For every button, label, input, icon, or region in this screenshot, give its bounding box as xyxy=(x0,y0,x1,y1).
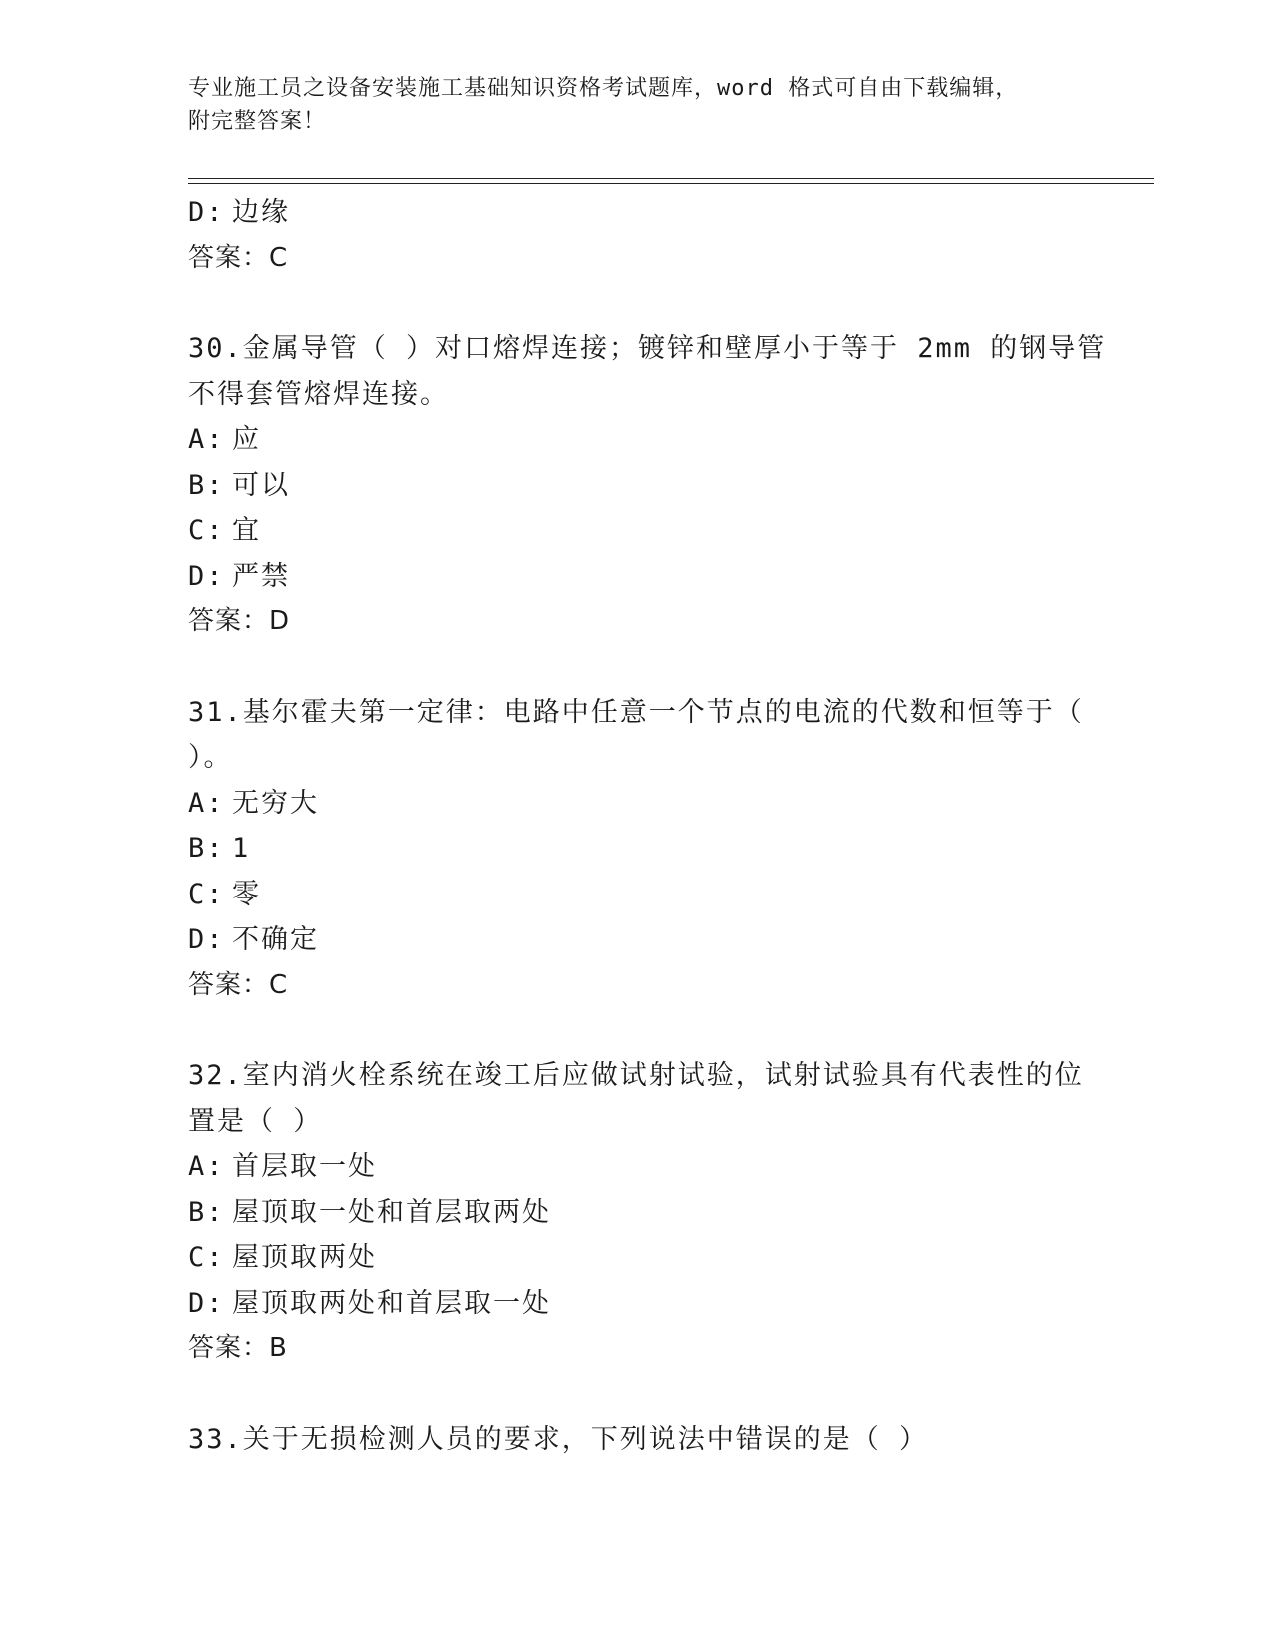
question-text: 不得套管熔焊连接。 xyxy=(188,378,449,410)
option-b xyxy=(188,1190,1088,1236)
option-letter: B: xyxy=(188,469,225,501)
option-text: 屋顶取两处 xyxy=(232,1242,377,1273)
question-text: ）。 xyxy=(188,742,233,773)
option-letter: B: xyxy=(188,1196,225,1228)
option-text: 不确定 xyxy=(232,924,319,955)
option-letter: D: xyxy=(188,924,225,955)
option-letter: C: xyxy=(188,515,225,546)
option-a xyxy=(188,1144,1088,1190)
option-d xyxy=(188,554,1088,600)
question-text: 33.关于无损检测人员的要求，下列说法中错误的是（ ） xyxy=(188,1423,929,1455)
header-line-2: 附完整答案！ xyxy=(188,109,327,134)
question-text: 32.室内消火栓系统在竣工后应做试射试验，试射试验具有代表性的位 xyxy=(188,1060,1084,1091)
option-letter: B: xyxy=(188,833,225,864)
option-d xyxy=(188,917,1088,963)
option-d xyxy=(188,190,1088,236)
option-letter: A: xyxy=(188,787,225,819)
header-divider xyxy=(188,178,1154,184)
option-letter: D: xyxy=(188,1287,225,1319)
question-30 xyxy=(188,326,1107,645)
option-letter: C: xyxy=(188,1242,225,1273)
option-letter: C: xyxy=(188,878,225,910)
option-letter: D: xyxy=(188,197,225,228)
question-32 xyxy=(188,1053,1088,1372)
answer-line: 答案：B xyxy=(188,1333,288,1363)
answer-line: 答案：D xyxy=(188,606,291,636)
option-text: 首层取一处 xyxy=(232,1151,377,1182)
option-text: 1 xyxy=(232,833,251,864)
option-c xyxy=(188,508,1088,554)
option-text: 可以 xyxy=(232,469,290,501)
answer-line: 答案：C xyxy=(188,242,289,273)
answer-line: 答案：C xyxy=(188,969,289,1000)
page-header xyxy=(188,72,1088,138)
option-letter: A: xyxy=(188,424,225,455)
option-letter: A: xyxy=(188,1151,225,1182)
question-text: 31.基尔霍夫第一定律：电路中任意一个节点的电流的代数和恒等于（ xyxy=(188,696,1084,728)
option-text: 边缘 xyxy=(232,197,290,228)
option-c xyxy=(188,872,1088,918)
question-text: 30.金属导管（ ）对口熔焊连接；镀锌和壁厚小于等于 2mm 的钢导管 xyxy=(188,333,1107,364)
option-b xyxy=(188,826,1088,872)
option-text: 无穷大 xyxy=(232,787,319,819)
question-33 xyxy=(188,1417,1088,1463)
option-text: 应 xyxy=(232,424,261,455)
question-text: 置是（ ） xyxy=(188,1105,323,1137)
option-c xyxy=(188,1235,1088,1281)
option-text: 零 xyxy=(232,878,261,910)
option-letter: D: xyxy=(188,560,225,592)
option-a xyxy=(188,781,1088,827)
option-text: 屋顶取一处和首层取两处 xyxy=(232,1196,551,1228)
option-d xyxy=(188,1281,1088,1327)
question-31 xyxy=(188,690,1088,1009)
option-text: 严禁 xyxy=(232,560,290,592)
option-b xyxy=(188,463,1088,509)
option-text: 宜 xyxy=(232,515,261,546)
option-text: 屋顶取两处和首层取一处 xyxy=(232,1287,551,1319)
header-line-1: 专业施工员之设备安装施工基础知识资格考试题库，word 格式可自由下载编辑， xyxy=(188,76,1019,101)
question-list xyxy=(188,190,1107,1462)
option-a xyxy=(188,417,1088,463)
